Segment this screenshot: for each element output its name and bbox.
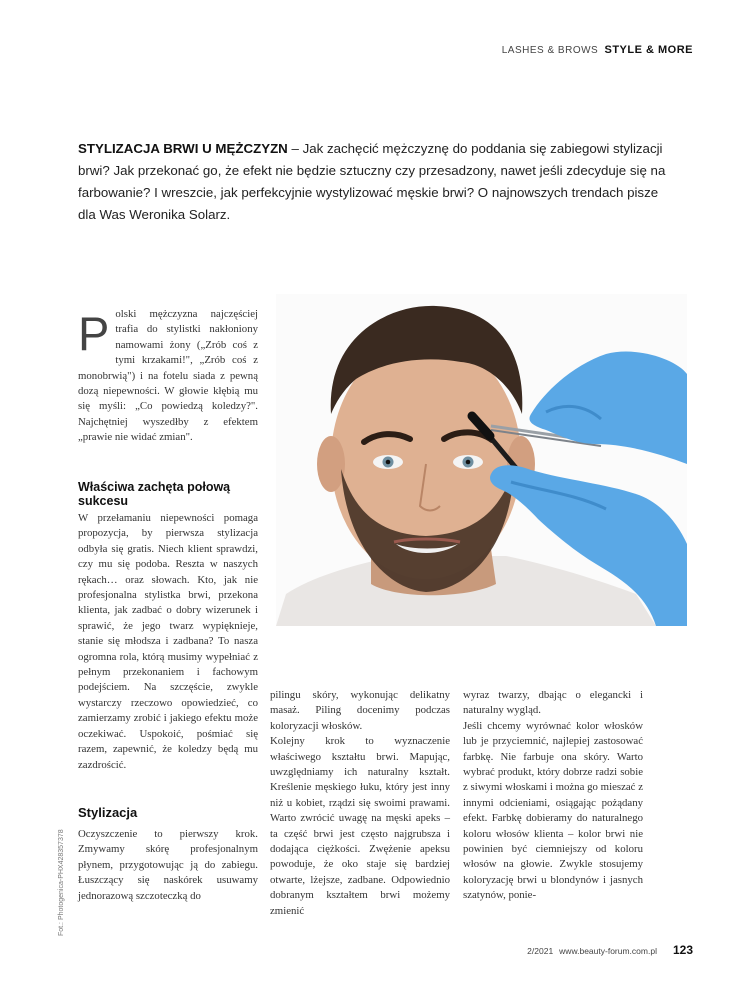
paragraph: pilingu skóry, wykonując delikatny masaż. Piling docenimy podczas koloryzacji włosków. [270,689,450,732]
section-text: W przełamaniu niepewności pomaga propozycja, by pierwsza stylizacja odbyła się gratis. Niech klient sprawdzi, czy mu się podoba. Reszta w naszych rękach… oraz słowach. Kto, jak nie profesjonalna stylistka brwi, przekona klienta, jak zadbać o dobry wizerunek i sprawić, że jego twarz wypięknieje, stanie się młodsza i zadbana? To nasza ogromna rola, którą musimy wypełniać z pełnym przekonaniem i fachowym podejściem. Na szczęście, zwykle wystarczy rzeczowo opowiedzieć, co zamierzamy zrobić i jakiego efektu może oczekiwać. Uspokoić, pośmiać się razem, zapewnić, że koledzy będą mu zazdrościć. [78,512,258,771]
article-title: STYLIZACJA BRWI U MĘŻCZYZN [78,141,288,156]
header-category: STYLE & MORE [604,44,693,56]
paragraph: Kolejny krok to wyznaczenie właściwego kształtu brwi. Mapując, uwzględniamy ich naturalny kształt. Kreślenie męskiego łuku, który jest inny niż u kobiet, rządzi się swoimi prawami. Warto zwrócić uwagę na męski apeks – ta część brwi jest często najgrubsza i dodająca ciężkości. Zwężenie apeksu powoduje, że oko staje się bardziej otwarte, lżejsze, zadbane. Odpowiednio dobranym kształtem brwi możemy zmienić [270,735,450,917]
section-heading: Właściwa zachęta połową sukcesu [78,480,231,508]
paragraph: Jeśli chcemy wyrównać kolor włosków lub je przyciemnić, najlepiej zastosować farbkę. Nie farbuje ona skóry. Warto wybrać produkt, który dobrze radzi sobie z siwymi włoskami i można go mieszać z innymi odcieniami, osiągając pożądany efekt. Farbkę dobieramy do naturalnego koloru włosów klienta – kolor brwi nie powinien być ciemniejszy od koloru włosów na głowie. Zwykle stosujemy koloryzację brwi u blondynów i jasnych szatynów, ponie- [463,719,643,902]
lead-text: – Jak zachęcić mężczyznę do poddania się zabiegowi stylizacji brwi? Jak przekonać go, że efekt nie będzie sztuczny czy przesadzony, nawet jeśli zdecyduje się na farbowanie? I wreszcie, jak perfekcyjnie wystylizować męskie brwi? O najnowszych trendach pisze dla Was Weronika Solarz. [78,141,666,222]
intro-text: olski mężczyzna najczęściej trafia do stylistki nakłoniony namowami żony („Zrób coś z tymi krzakami!", „Zrób coś z monobrwią") i na fotelu siada z pewną dozą niepewności. W głowie kłębią mu się myśli: „Co powiedzą koledzy?". Najchętniej wyszedłby z efektem „prawie nie widać zmian". [78,308,258,444]
page-footer [527,943,693,957]
section-heading-stylizacja: Stylizacja [78,805,138,820]
paragraph: wyraz twarzy, dbając o elegancki i naturalny wygląd. [463,689,643,717]
section-text-stylizacja: Oczyszczenie to pierwszy krok. Zmywamy skórę profesjonalnym płynem, przygotowując ją do zabiegu. Łuszczący się naskórek usuwamy jednorazową szczoteczką do [78,828,258,902]
page-number: 123 [672,943,693,957]
drop-cap: P [78,307,110,360]
issue-number: 2/2021 [527,946,554,956]
column-2 [270,688,450,919]
website-url: www.beauty-forum.com.pl [559,946,657,956]
intro-paragraph [78,307,258,457]
header-section: LASHES & BROWS [501,45,599,56]
running-header [502,44,693,56]
article-lead [78,138,668,226]
article-photo-man-brow-styling [276,294,687,626]
photo-credit: Fot.: Photogenica-PHX428357378 [58,829,65,936]
column-3 [463,688,643,904]
